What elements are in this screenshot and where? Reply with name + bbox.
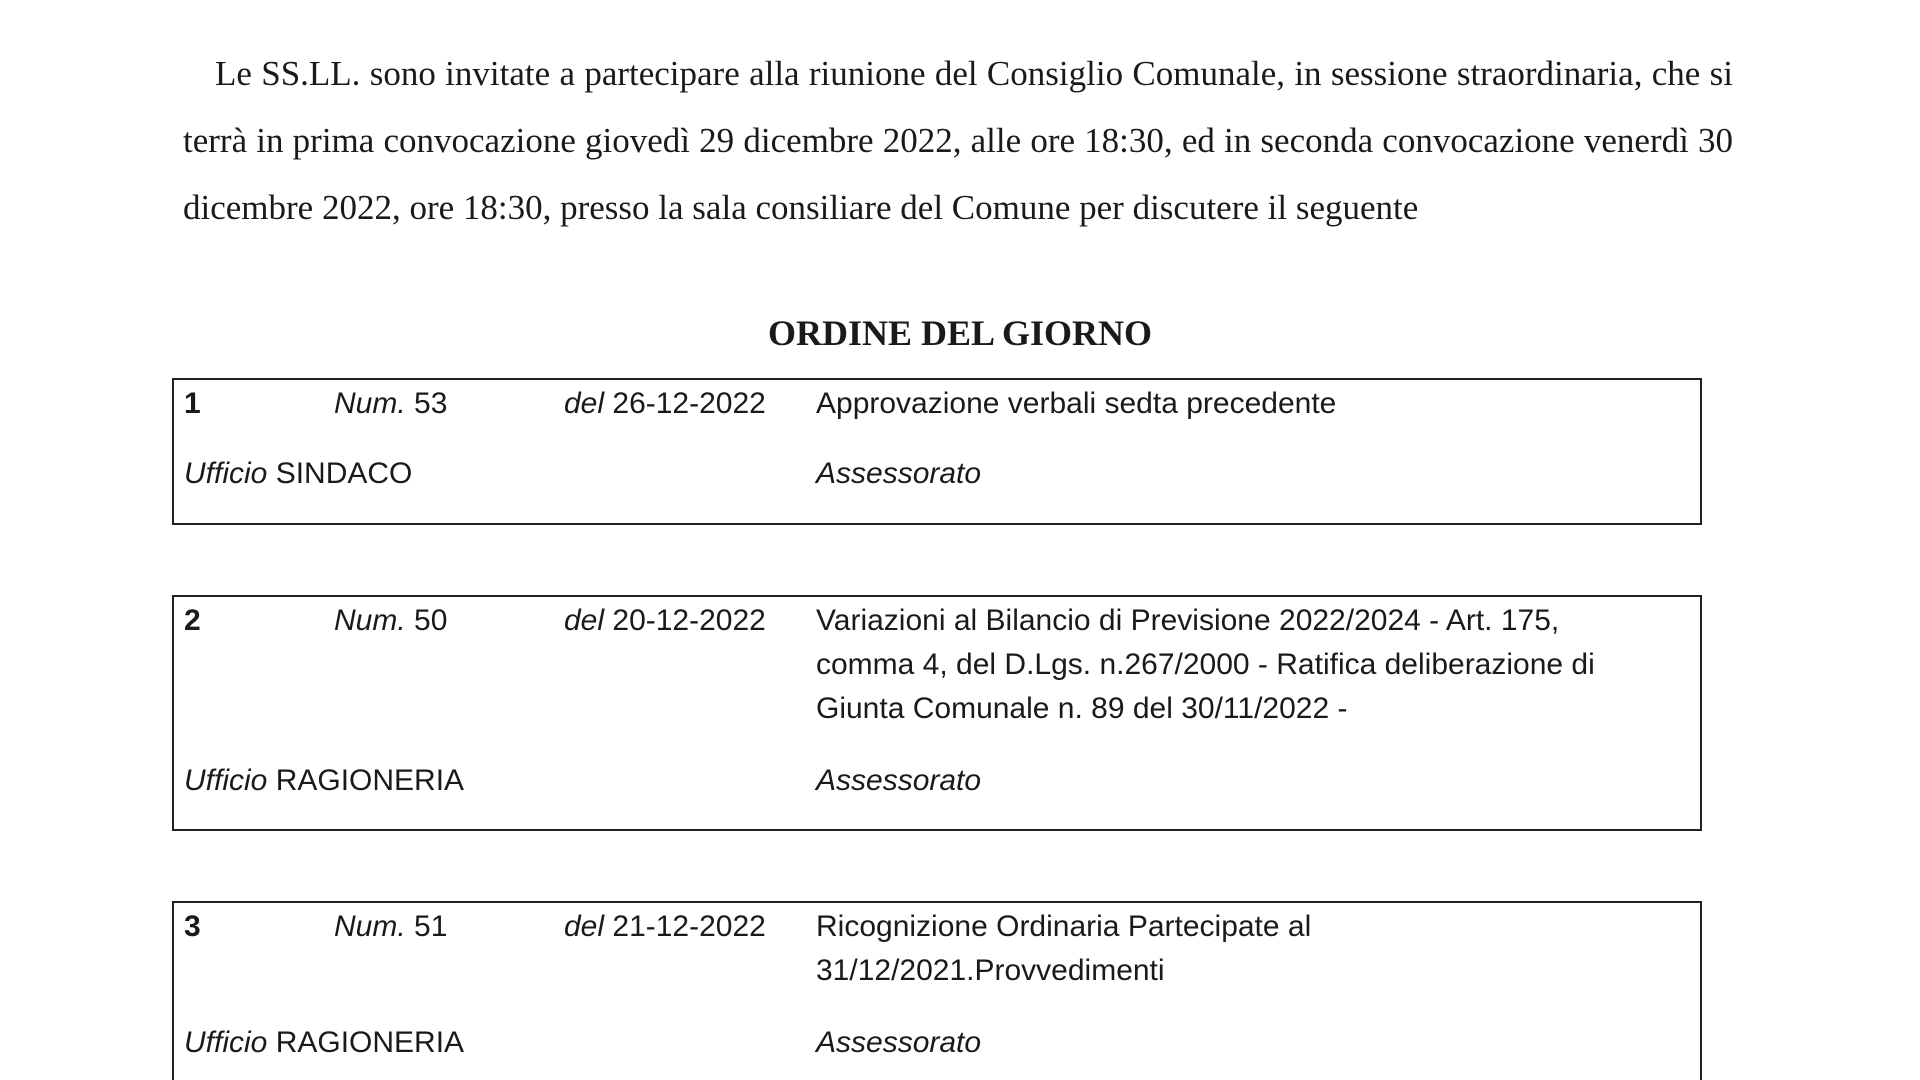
item-assessorato: Assessorato (816, 457, 982, 490)
item-index: 2 (184, 604, 201, 637)
item-date-value: 21-12-2022 (612, 910, 766, 943)
item-date (564, 905, 766, 949)
item-number (334, 382, 447, 426)
subject-line: Ricognizione Ordinaria Partecipate al (816, 910, 1312, 943)
item-index: 3 (184, 910, 201, 943)
convocation-paragraph: Le SS.LL. sono invitate a partecipare alla riunione del Consiglio Comunale, in sessione straordinaria, che si terrà in prima convocazione giovedì 29 dicembre 2022, alle ore 18:30, ed in seconda convocazione venerdì 30 dicembre 2022, ore 18:30, presso la sala consiliare del Comune per discutere il seguente (183, 54, 1733, 227)
item-assessorato: Assessorato (816, 764, 982, 797)
item-office-value: RAGIONERIA (275, 1026, 465, 1059)
num-label: Num. (334, 387, 406, 420)
item-number (334, 599, 447, 643)
agenda-item-2 (172, 595, 1702, 831)
del-label: del (564, 604, 605, 637)
item-office-value: SINDACO (275, 457, 413, 490)
item-subject (816, 382, 1676, 426)
item-number-value: 51 (414, 910, 448, 943)
agenda-item-3 (172, 901, 1702, 1080)
item-subject (816, 599, 1676, 731)
agenda-item-1 (172, 378, 1702, 525)
item-subject (816, 905, 1676, 993)
item-office-value: RAGIONERIA (275, 764, 465, 797)
item-office (184, 1021, 464, 1065)
subject-line: Approvazione verbali sedta precedente (816, 387, 1337, 420)
agenda-title: ORDINE DEL GIORNO (767, 313, 1153, 353)
subject-line: comma 4, del D.Lgs. n.267/2000 - Ratifica deliberazione di (816, 648, 1595, 681)
item-number (334, 905, 447, 949)
item-date-value: 20-12-2022 (612, 604, 766, 637)
ufficio-label: Ufficio (184, 457, 268, 490)
item-index: 1 (184, 387, 201, 420)
item-date-value: 26-12-2022 (612, 387, 766, 420)
num-label: Num. (334, 910, 406, 943)
ufficio-label: Ufficio (184, 1026, 268, 1059)
item-assessorato: Assessorato (816, 1026, 982, 1059)
subject-line: Variazioni al Bilancio di Previsione 2022/2024 - Art. 175, (816, 604, 1560, 637)
subject-line: 31/12/2021.Provvedimenti (816, 954, 1165, 987)
item-office (184, 759, 464, 803)
ufficio-label: Ufficio (184, 764, 268, 797)
item-number-value: 53 (414, 387, 448, 420)
item-date (564, 382, 766, 426)
item-office (184, 452, 412, 496)
num-label: Num. (334, 604, 406, 637)
del-label: del (564, 387, 605, 420)
subject-line: Giunta Comunale n. 89 del 30/11/2022 - (816, 692, 1348, 725)
item-date (564, 599, 766, 643)
item-number-value: 50 (414, 604, 448, 637)
del-label: del (564, 910, 605, 943)
